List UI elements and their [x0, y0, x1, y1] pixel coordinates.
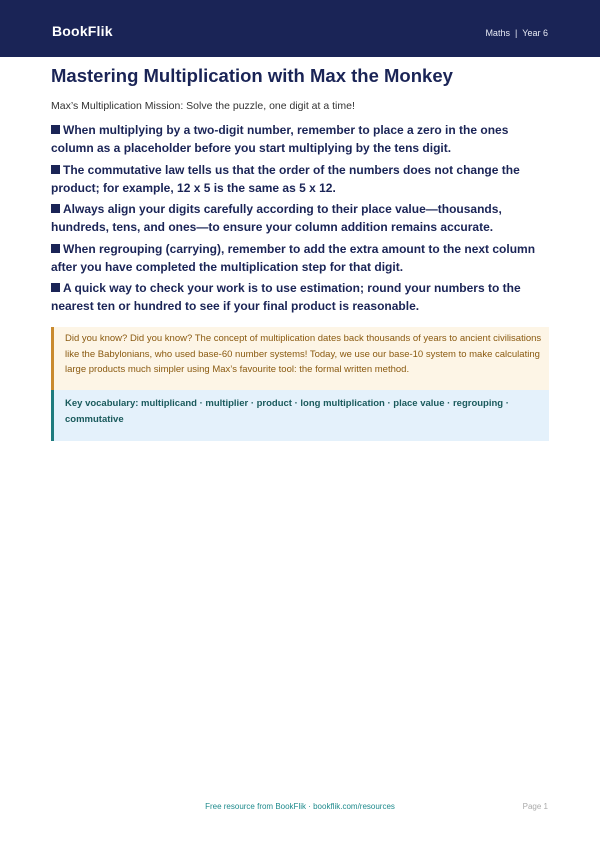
list-item	[51, 240, 549, 276]
fact-text: Did you know? Did you know? The concept of multiplication dates back thousands of years to ancient civilisations like the Babylonians, who used base-60 number systems! Today, we use our base-10 system to make calculating large products much simpler using Max’s favourite tool: the formal written method.	[65, 333, 542, 375]
square-bullet-icon	[51, 125, 60, 134]
meta-separator: |	[514, 28, 518, 38]
footer-source-link[interactable]: Free resource from BookFlik · bookflik.com/resources	[205, 802, 395, 811]
page-title: Mastering Multiplication with Max the Monkey	[51, 65, 453, 86]
subject-label: Maths	[485, 28, 510, 38]
tips-list	[51, 121, 549, 315]
year-label: Year 6	[522, 28, 548, 38]
list-item-text: When multiplying by a two-digit number, remember to place a zero in the ones column as a placeholder before you start multiplying by the tens digit.	[51, 123, 509, 155]
main-content	[51, 64, 549, 319]
list-item-text: When regrouping (carrying), remember to add the extra amount to the next column after you have completed the multiplication step for that digit.	[51, 241, 536, 274]
list-item	[51, 121, 549, 157]
vocabulary-text: Key vocabulary: multiplicand · multiplier · product · long multiplication · place value · regrouping · commutative	[65, 398, 509, 425]
list-item-text: The commutative law tells us that the order of the numbers does not change the product; for example, 12 x 5 is the same as 5 x 12.	[51, 162, 520, 195]
list-item	[51, 161, 549, 197]
page-number: Page 1	[522, 802, 548, 811]
header-bar	[0, 0, 600, 57]
square-bullet-icon	[51, 165, 60, 174]
list-item	[51, 279, 549, 315]
list-item-text: Always align your digits carefully according to their place value—thousands, hundreds, tens, and ones—to ensure your column addition remains accurate.	[51, 202, 502, 234]
list-item	[51, 200, 549, 236]
square-bullet-icon	[51, 204, 60, 213]
list-item-text: A quick way to check your work is to use estimation; round your numbers to the nearest ten or hundred to see if your final product is reasonable.	[51, 281, 521, 313]
vocabulary-callout	[51, 390, 549, 441]
square-bullet-icon	[51, 283, 60, 292]
fact-callout	[51, 327, 549, 390]
brand-logo[interactable]: BookFlik	[52, 23, 113, 39]
page-subtitle: Max’s Multiplication Mission: Solve the puzzle, one digit at a time!	[51, 100, 355, 112]
header-meta	[485, 28, 548, 38]
square-bullet-icon	[51, 244, 60, 253]
